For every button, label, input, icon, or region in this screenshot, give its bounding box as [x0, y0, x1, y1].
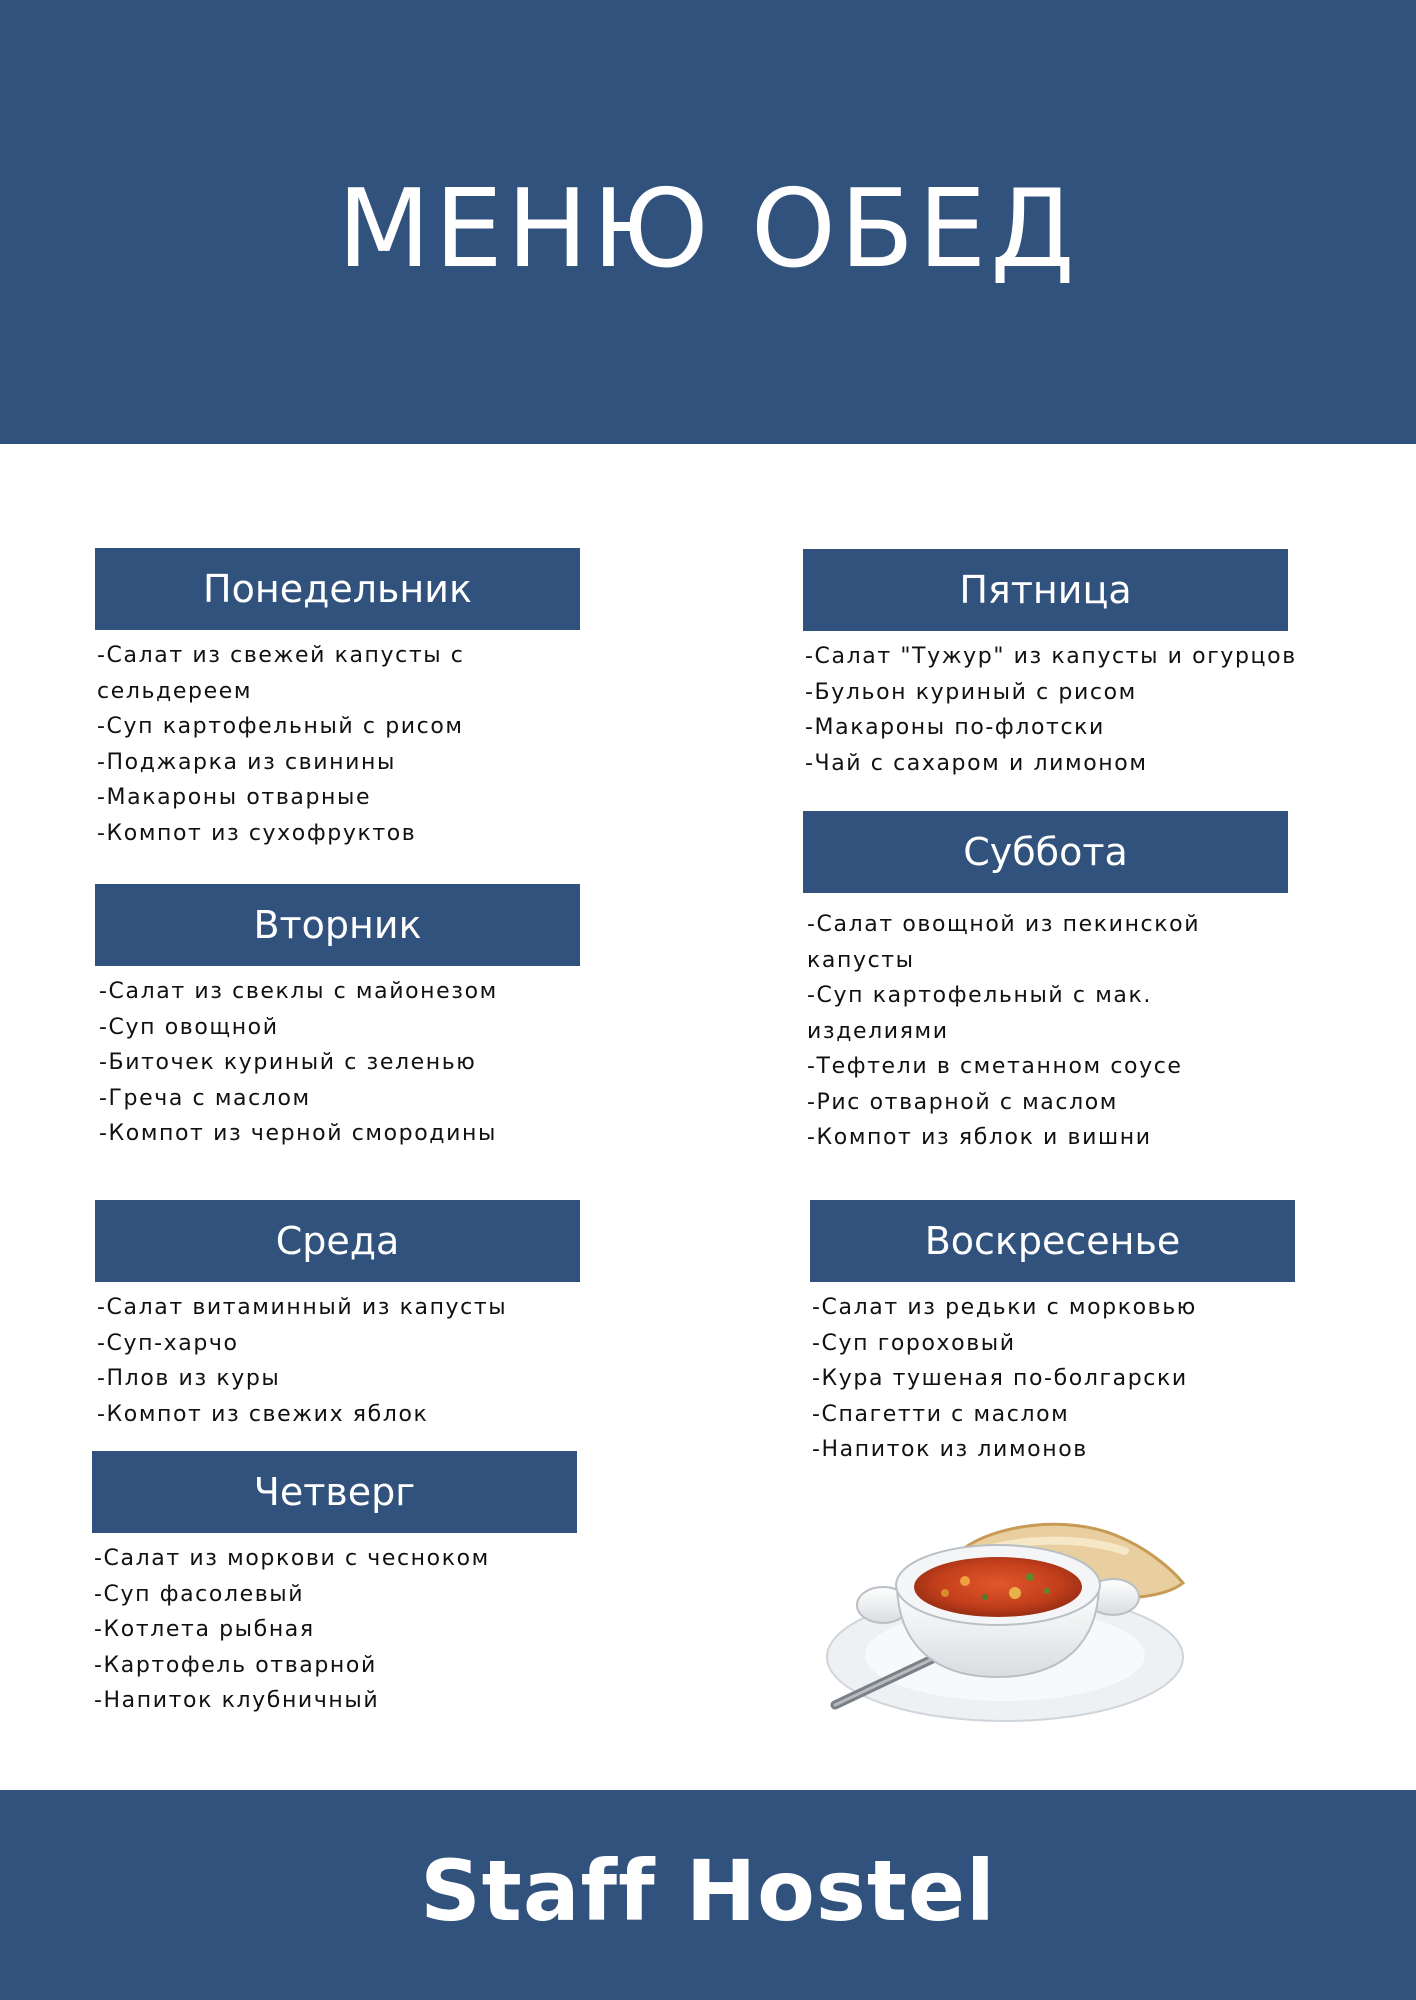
- dish-item: -Суп фасолевый: [94, 1581, 305, 1607]
- dish-item: -Тефтели в сметанном соусе: [807, 1054, 1183, 1079]
- day-title-tuesday: Вторник: [95, 884, 580, 966]
- dish-item: -Салат из свежей капусты с сельдереем: [97, 643, 465, 704]
- day-title-sunday: Воскресенье: [810, 1200, 1295, 1282]
- soup-bowl-image: [825, 1505, 1205, 1725]
- dish-item: -Суп-харчо: [97, 1330, 239, 1356]
- page-title: МЕНЮ ОБЕД: [337, 166, 1079, 292]
- day-title-saturday: Суббота: [803, 811, 1288, 893]
- dish-list-tuesday: [95, 966, 580, 1152]
- day-sunday: [810, 1200, 1295, 1468]
- brand-name: Staff Hostel: [420, 1842, 996, 1940]
- dish-list-monday: [95, 630, 537, 851]
- day-tuesday: [95, 884, 580, 1152]
- dish-item: -Суп картофельный с мак. изделиями: [807, 983, 1152, 1044]
- dish-item: -Напиток клубничный: [94, 1688, 380, 1713]
- dish-list-wednesday: [95, 1282, 580, 1432]
- dish-item: -Греча с маслом: [99, 1085, 311, 1111]
- header-banner: [0, 0, 1416, 444]
- dish-item: -Поджарка из свинины: [97, 749, 396, 775]
- dish-item: -Салат из моркови с чесноком: [94, 1546, 490, 1571]
- day-title-monday: Понедельник: [95, 548, 580, 630]
- dish-item: -Компот из черной смородины: [99, 1121, 497, 1146]
- dish-item: -Кура тушеная по-болгарски: [812, 1366, 1188, 1391]
- dish-item: -Чай с сахаром и лимоном: [805, 750, 1148, 776]
- day-friday: [803, 549, 1297, 781]
- footer-banner: [0, 1790, 1416, 2000]
- dish-item: -Картофель отварной: [94, 1652, 377, 1678]
- dish-item: -Суп овощной: [99, 1014, 279, 1040]
- dish-item: -Рис отварной с маслом: [807, 1089, 1118, 1115]
- dish-list-saturday: [803, 893, 1227, 1156]
- dish-list-thursday: [92, 1533, 577, 1719]
- dish-item: -Плов из куры: [97, 1366, 281, 1391]
- day-saturday: [803, 811, 1288, 1156]
- dish-item: -Биточек куриный с зеленью: [99, 1050, 477, 1075]
- dish-item: -Компот из сухофруктов: [97, 820, 417, 846]
- dish-item: -Салат "Тужур" из капусты и огурцов: [805, 644, 1297, 669]
- dish-item: -Салат овощной из пекинской капусты: [807, 912, 1201, 973]
- dish-item: -Спагетти с маслом: [812, 1401, 1070, 1427]
- day-wednesday: [95, 1200, 580, 1432]
- dish-item: -Суп картофельный с рисом: [97, 714, 464, 739]
- dish-item: -Макароны по-флотски: [805, 715, 1105, 740]
- dish-item: -Салат из редьки с морковью: [812, 1295, 1197, 1320]
- dish-item: -Салат из свеклы с майонезом: [99, 979, 498, 1004]
- dish-list-friday: [803, 631, 1305, 781]
- day-monday: [95, 548, 580, 851]
- dish-item: -Бульон куриный с рисом: [805, 679, 1137, 705]
- day-title-friday: Пятница: [803, 549, 1288, 631]
- day-thursday: [92, 1451, 577, 1719]
- dish-list-sunday: [810, 1282, 1295, 1468]
- dish-item: -Макароны отварные: [97, 785, 372, 810]
- dish-item: -Салат витаминный из капусты: [97, 1295, 508, 1320]
- dish-item: -Котлета рыбная: [94, 1617, 315, 1642]
- day-title-wednesday: Среда: [95, 1200, 580, 1282]
- dish-item: -Суп гороховый: [812, 1330, 1016, 1356]
- dish-item: -Напиток из лимонов: [812, 1437, 1088, 1462]
- dish-item: -Компот из яблок и вишни: [807, 1125, 1152, 1150]
- day-title-thursday: Четверг: [92, 1451, 577, 1533]
- dish-item: -Компот из свежих яблок: [97, 1401, 429, 1427]
